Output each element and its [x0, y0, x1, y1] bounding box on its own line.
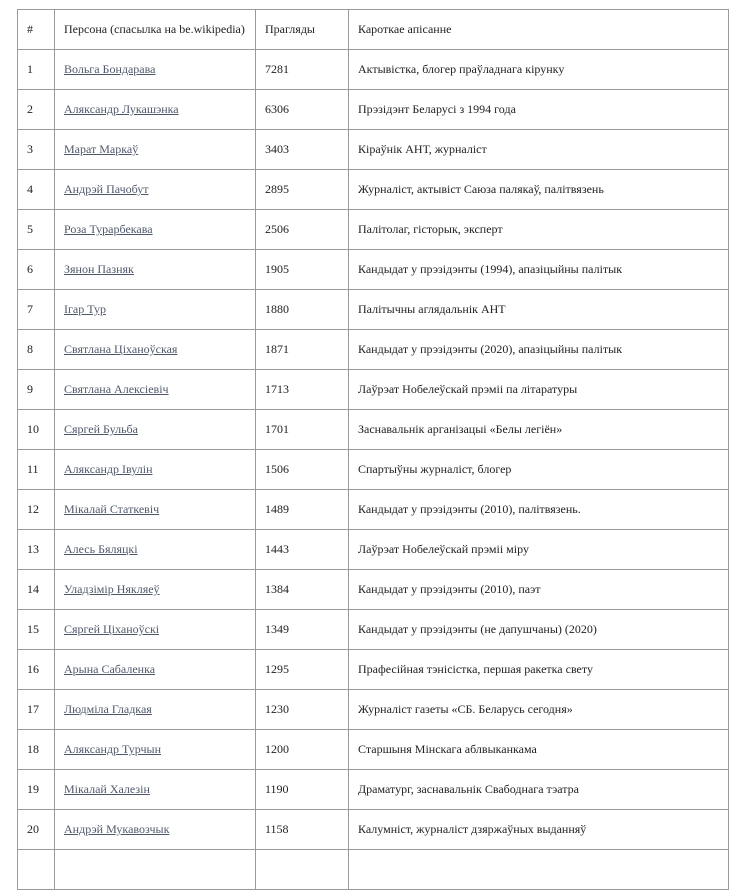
person-link[interactable]: Мікалай Статкевіч [64, 502, 160, 516]
description: Палітычны аглядальнік АНТ [349, 290, 729, 330]
table-row [18, 250, 729, 290]
views-count: 7281 [256, 50, 349, 90]
table-row [18, 490, 729, 530]
row-number: 15 [18, 610, 55, 650]
person-link[interactable]: Алесь Бяляцкі [64, 542, 138, 556]
table-row [18, 290, 729, 330]
row-number: 8 [18, 330, 55, 370]
views-count: 1295 [256, 650, 349, 690]
description: Заснавальнік арганізацыі «Белы легіён» [349, 410, 729, 450]
table-row [18, 50, 729, 90]
row-number: 9 [18, 370, 55, 410]
table-row [18, 130, 729, 170]
table-row [18, 770, 729, 810]
table-row [18, 170, 729, 210]
persons-table [17, 9, 729, 890]
row-number: 10 [18, 410, 55, 450]
person-cell [55, 170, 256, 210]
row-number: 12 [18, 490, 55, 530]
views-count: 1905 [256, 250, 349, 290]
views-count: 3403 [256, 130, 349, 170]
row-number: 13 [18, 530, 55, 570]
row-number: 3 [18, 130, 55, 170]
header-num: # [18, 10, 55, 50]
description: Кандыдат у прэзідэнты (2010), палітвязень. [349, 490, 729, 530]
row-number: 4 [18, 170, 55, 210]
person-cell [55, 130, 256, 170]
person-link[interactable]: Андрэй Мукавозчык [64, 822, 170, 836]
person-cell [55, 290, 256, 330]
table-row [18, 330, 729, 370]
person-link[interactable]: Аляксандр Івулін [64, 462, 153, 476]
views-count: 1871 [256, 330, 349, 370]
views-count: 1443 [256, 530, 349, 570]
person-link[interactable]: Аляксандр Лукашэнка [64, 102, 179, 116]
person-link[interactable]: Сяргей Ціханоўскі [64, 622, 160, 636]
person-link[interactable]: Андрэй Пачобут [64, 182, 149, 196]
description: Журналіст газеты «СБ. Беларусь сегодня» [349, 690, 729, 730]
table-row [18, 570, 729, 610]
person-link[interactable]: Святлана Ціханоўская [64, 342, 178, 356]
views-count: 2895 [256, 170, 349, 210]
person-link[interactable]: Аляксандр Турчын [64, 742, 161, 756]
views-count: 1880 [256, 290, 349, 330]
person-cell [55, 690, 256, 730]
person-cell [55, 370, 256, 410]
views-count: 1701 [256, 410, 349, 450]
person-link[interactable]: Уладзімір Някляеў [64, 582, 160, 596]
description: Старшыня Мінскага аблвыканкама [349, 730, 729, 770]
table-row [18, 610, 729, 650]
views-count: 6306 [256, 90, 349, 130]
views-count: 1489 [256, 490, 349, 530]
row-number: 7 [18, 290, 55, 330]
views-count: 1713 [256, 370, 349, 410]
table-row [18, 730, 729, 770]
views-count: 1158 [256, 810, 349, 850]
views-count: 2506 [256, 210, 349, 250]
row-number: 1 [18, 50, 55, 90]
person-link[interactable]: Сяргей Бульба [64, 422, 138, 436]
person-cell [55, 210, 256, 250]
row-number: 17 [18, 690, 55, 730]
views-count: 1230 [256, 690, 349, 730]
person-cell [55, 90, 256, 130]
views-count: 1200 [256, 730, 349, 770]
table-row [18, 410, 729, 450]
description: Лаўрэат Нобелеўскай прэміі міру [349, 530, 729, 570]
person-link[interactable]: Людміла Гладкая [64, 702, 152, 716]
person-cell [55, 50, 256, 90]
row-number: 16 [18, 650, 55, 690]
person-link[interactable]: Марат Маркаў [64, 142, 139, 156]
row-number: 19 [18, 770, 55, 810]
row-number: 20 [18, 810, 55, 850]
description: Кандыдат у прэзідэнты (1994), апазіцыйны палітык [349, 250, 729, 290]
table-header-row [18, 10, 729, 50]
table-row [18, 210, 729, 250]
row-number [18, 850, 55, 890]
description: Калумніст, журналіст дзяржаўных выданняў [349, 810, 729, 850]
views-count: 1506 [256, 450, 349, 490]
person-cell [55, 730, 256, 770]
description: Журналіст, актывіст Саюза палякаў, палітвязень [349, 170, 729, 210]
description: Палітолаг, гісторык, эксперт [349, 210, 729, 250]
table-row [18, 90, 729, 130]
person-cell [55, 650, 256, 690]
person-cell [55, 490, 256, 530]
person-cell [55, 770, 256, 810]
person-cell [55, 250, 256, 290]
table-row [18, 370, 729, 410]
description [349, 850, 729, 890]
description: Кіраўнік АНТ, журналіст [349, 130, 729, 170]
header-description: Кароткае апісанне [349, 10, 729, 50]
description: Актывістка, блогер праўладнага кірунку [349, 50, 729, 90]
description: Прафесійная тэнісістка, першая ракетка свету [349, 650, 729, 690]
description: Кандыдат у прэзідэнты (не дапушчаны) (2020) [349, 610, 729, 650]
description: Драматург, заснавальнік Свабоднага тэатра [349, 770, 729, 810]
row-number: 5 [18, 210, 55, 250]
table-row [18, 450, 729, 490]
person-link[interactable]: Зянон Пазняк [64, 262, 134, 276]
table-row-partial [18, 850, 729, 890]
row-number: 14 [18, 570, 55, 610]
person-link[interactable]: Мікалай Халезін [64, 782, 150, 796]
person-cell [55, 530, 256, 570]
person-cell [55, 450, 256, 490]
person-cell [55, 610, 256, 650]
row-number: 18 [18, 730, 55, 770]
description: Прэзідэнт Беларусі з 1994 года [349, 90, 729, 130]
person-link[interactable]: Ігар Тур [64, 302, 106, 316]
table-row [18, 810, 729, 850]
person-cell [55, 810, 256, 850]
row-number: 11 [18, 450, 55, 490]
description: Лаўрэат Нобелеўскай прэміі па літаратуры [349, 370, 729, 410]
header-person: Персона (спасылка на be.wikipedia) [55, 10, 256, 50]
person-cell [55, 410, 256, 450]
table-row [18, 690, 729, 730]
person-link[interactable]: Святлана Алексіевіч [64, 382, 169, 396]
person-cell [55, 330, 256, 370]
description: Спартыўны журналіст, блогер [349, 450, 729, 490]
description: Кандыдат у прэзідэнты (2020), апазіцыйны палітык [349, 330, 729, 370]
header-views: Прагляды [256, 10, 349, 50]
person-cell [55, 850, 256, 890]
views-count [256, 850, 349, 890]
views-count: 1349 [256, 610, 349, 650]
row-number: 2 [18, 90, 55, 130]
views-count: 1384 [256, 570, 349, 610]
table-row [18, 530, 729, 570]
person-link[interactable]: Роза Турарбекава [64, 222, 153, 236]
person-link[interactable]: Арына Сабаленка [64, 662, 156, 676]
views-count: 1190 [256, 770, 349, 810]
person-cell [55, 570, 256, 610]
table-row [18, 650, 729, 690]
description: Кандыдат у прэзідэнты (2010), паэт [349, 570, 729, 610]
person-link[interactable]: Вольга Бондарава [64, 62, 156, 76]
row-number: 6 [18, 250, 55, 290]
